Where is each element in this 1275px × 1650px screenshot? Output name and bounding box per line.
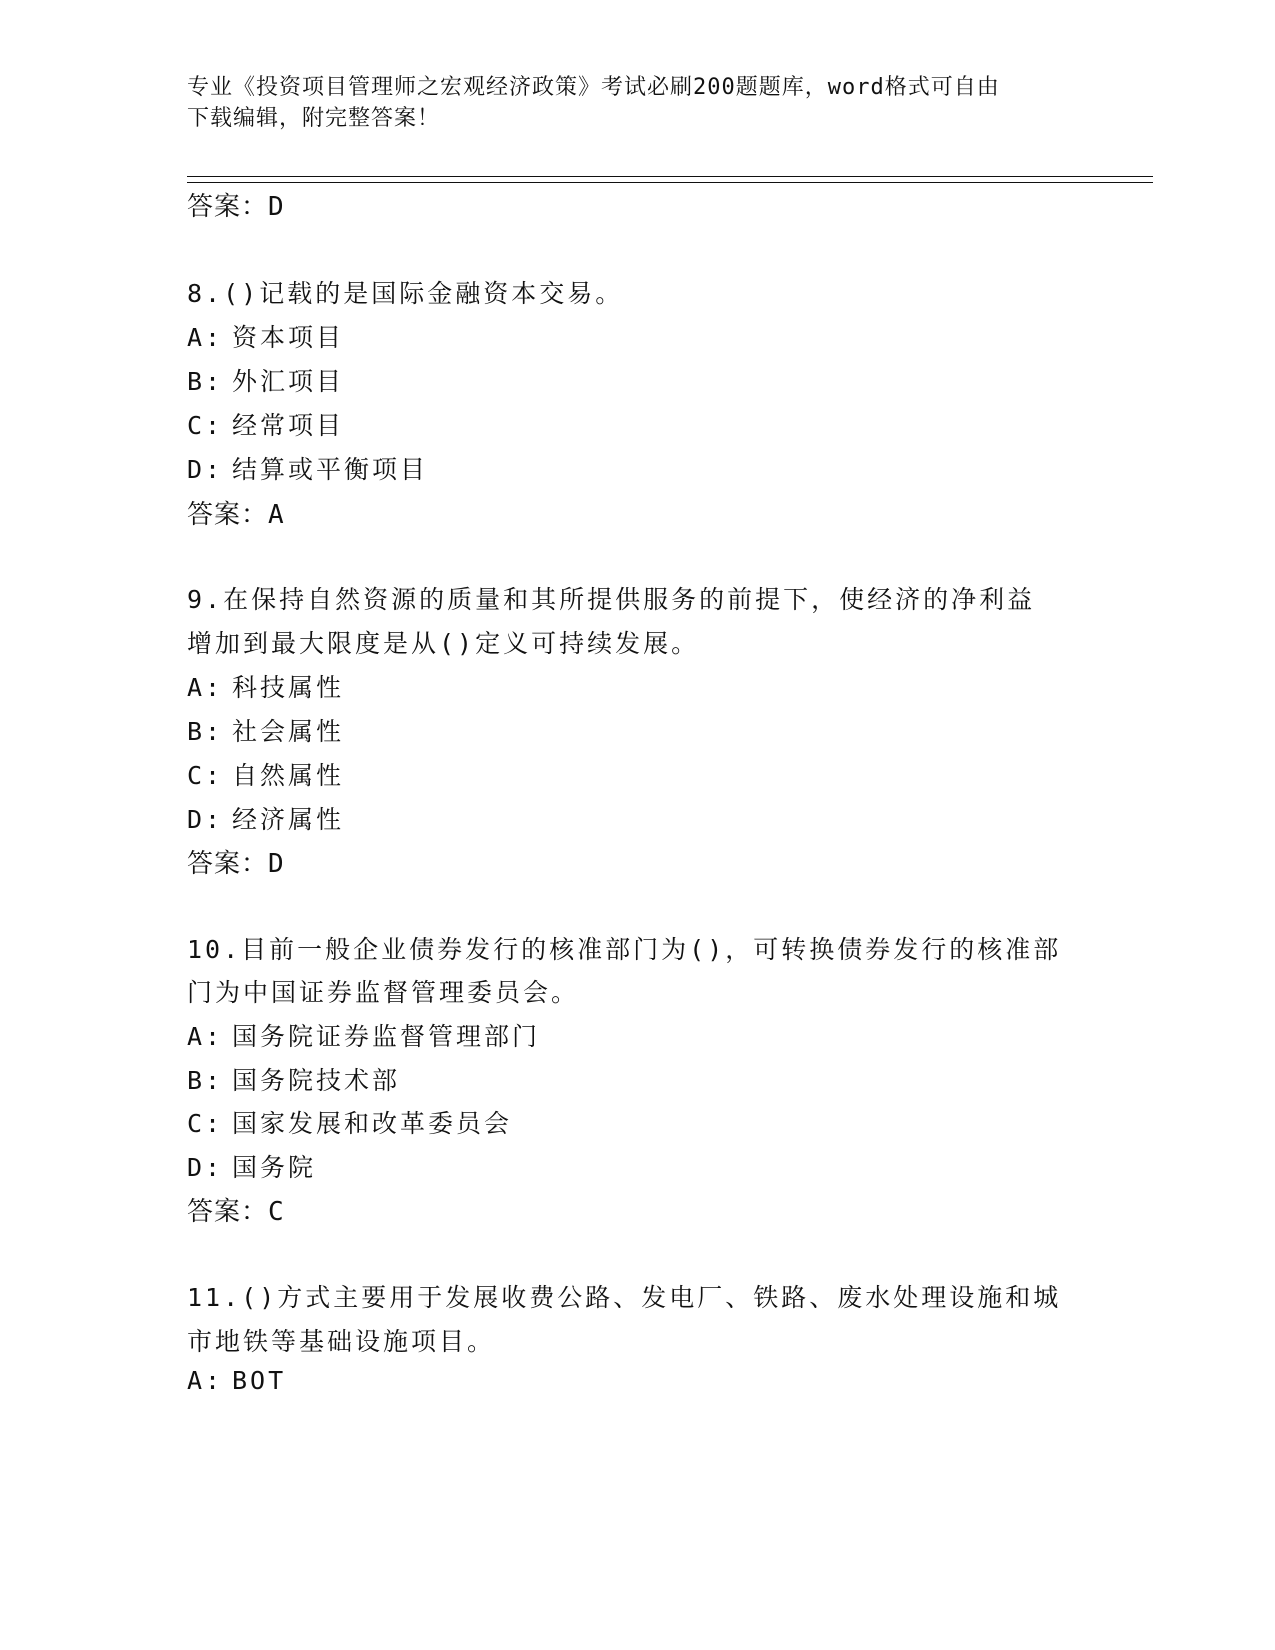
option-b [187, 362, 344, 398]
answer-line [187, 186, 285, 223]
header-line-2: 下载编辑，附完整答案！ [187, 106, 441, 131]
option-label: C: [187, 411, 224, 440]
option-text: 科技属性 [232, 673, 345, 702]
question-10-text-line-1: 10.目前一般企业债券发行的核准部门为()，可转换债券发行的核准部 [187, 935, 1062, 964]
option-label: C: [187, 761, 224, 790]
option-text: 国务院 [232, 1153, 317, 1182]
option-label: C: [187, 1109, 224, 1138]
option-b [187, 712, 344, 748]
option-b [187, 1061, 400, 1097]
option-text: 国家发展和改革委员会 [232, 1109, 513, 1138]
option-label: A: [187, 673, 224, 702]
answer-line [187, 494, 285, 531]
header-line-1: 专业《投资项目管理师之宏观经济政策》考试必刷200题题库，word格式可自由 [187, 75, 1000, 100]
option-text: 经常项目 [232, 411, 345, 440]
option-label: A: [187, 1366, 224, 1395]
option-text: 自然属性 [232, 761, 345, 790]
option-a [187, 1017, 540, 1053]
answer-value: D [268, 192, 285, 222]
question-8-text: 8.()记载的是国际金融资本交易。 [187, 279, 624, 308]
option-d [187, 800, 344, 836]
option-text: 社会属性 [232, 717, 345, 746]
answer-prefix: 答案： [187, 192, 269, 222]
answer-value: A [268, 500, 285, 530]
option-text: 外汇项目 [232, 367, 345, 396]
option-label: B: [187, 1066, 224, 1095]
answer-line [187, 843, 285, 880]
option-c [187, 756, 344, 792]
option-a [187, 1366, 286, 1395]
question-10-text-line-2: 门为中国证券监督管理委员会。 [187, 978, 580, 1007]
header-divider-bottom [187, 182, 1153, 183]
option-label: A: [187, 323, 224, 352]
option-d [187, 450, 428, 486]
question-9-text-line-1: 9.在保持自然资源的质量和其所提供服务的前提下，使经济的净利益 [187, 585, 1036, 614]
answer-prefix: 答案： [187, 500, 269, 530]
option-a [187, 668, 344, 704]
answer-value: D [268, 849, 285, 879]
header-divider-top [187, 176, 1153, 177]
option-label: B: [187, 367, 224, 396]
question-11-text-line-2: 市地铁等基础设施项目。 [187, 1327, 496, 1356]
document-header [187, 72, 1067, 134]
option-label: A: [187, 1022, 224, 1051]
option-text: 资本项目 [232, 323, 345, 352]
answer-value: C [268, 1197, 285, 1227]
option-text: BOT [232, 1366, 287, 1395]
option-c [187, 1104, 512, 1140]
option-text: 结算或平衡项目 [232, 455, 429, 484]
option-text: 国务院证券监督管理部门 [232, 1022, 541, 1051]
answer-prefix: 答案： [187, 1197, 269, 1227]
option-text: 国务院技术部 [232, 1066, 401, 1095]
option-a [187, 318, 344, 354]
question-9-text-line-2: 增加到最大限度是从()定义可持续发展。 [187, 629, 700, 658]
answer-line [187, 1191, 285, 1228]
option-d [187, 1148, 316, 1184]
option-label: D: [187, 805, 224, 834]
answer-prefix: 答案： [187, 849, 269, 879]
option-text: 经济属性 [232, 805, 345, 834]
question-11-text-line-1: 11.()方式主要用于发展收费公路、发电厂、铁路、废水处理设施和城 [187, 1283, 1062, 1312]
option-label: D: [187, 1153, 224, 1182]
option-c [187, 406, 344, 442]
option-label: D: [187, 455, 224, 484]
option-label: B: [187, 717, 224, 746]
